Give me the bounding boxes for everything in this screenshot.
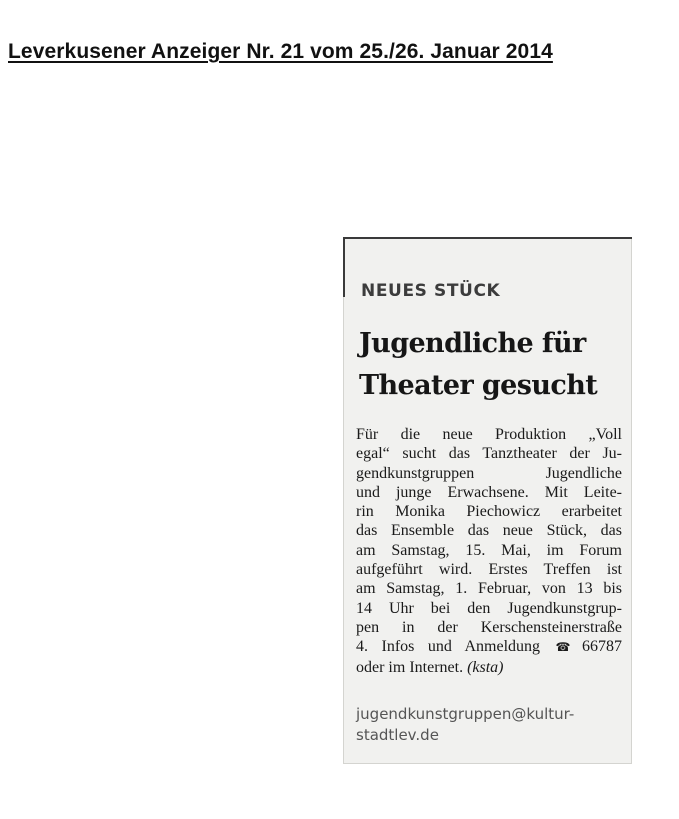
internet-text: oder im Internet. [356, 658, 464, 676]
contact-line: stadtlev.de [356, 726, 439, 744]
body-line: pen in der Kerschensteinerstraße [356, 618, 622, 636]
headline-line: Jugendliche für [359, 328, 586, 359]
body-line: egal“ sucht das Tanztheater der Ju- [356, 445, 622, 463]
article-body [356, 425, 622, 677]
body-line: gendkunstgruppen Jugendliche [356, 464, 622, 482]
phone-icon: ☎ [555, 640, 580, 655]
contact-address [356, 704, 622, 746]
body-line: und junge Erwachsene. Mit Leite- [356, 483, 622, 501]
info-text: 4. Infos und Anmeldung [356, 638, 541, 656]
body-line: Für die neue Produktion „Voll [356, 426, 622, 443]
headline-line: Theater gesucht [359, 370, 598, 401]
article-kicker: NEUES STÜCK [361, 281, 501, 301]
body-line: rin Monika Piechowicz erarbeitet [356, 503, 622, 521]
body-line: das Ensemble das neue Stück, das [356, 522, 622, 540]
clipping-edge-left [343, 237, 346, 297]
body-line: am Samstag, 15. Mai, im Forum [356, 541, 622, 559]
body-line: aufgeführt wird. Erstes Treffen ist [356, 561, 622, 579]
article-headline [359, 323, 629, 407]
body-line-phone [356, 637, 622, 657]
newspaper-clipping [343, 237, 632, 764]
body-line: am Samstag, 1. Februar, von 13 bis [356, 580, 622, 598]
phone-number: 66787 [582, 638, 622, 656]
clipping-edge-top [343, 237, 632, 241]
page-header: Leverkusener Anzeiger Nr. 21 vom 25./26. Januar 2014 [8, 40, 553, 63]
body-line-last [356, 658, 622, 677]
contact-line: jugendkunstgruppen@kultur- [356, 705, 575, 723]
author-tag: (ksta) [467, 658, 504, 676]
body-line: 14 Uhr bei den Jugendkunstgrup- [356, 599, 622, 617]
